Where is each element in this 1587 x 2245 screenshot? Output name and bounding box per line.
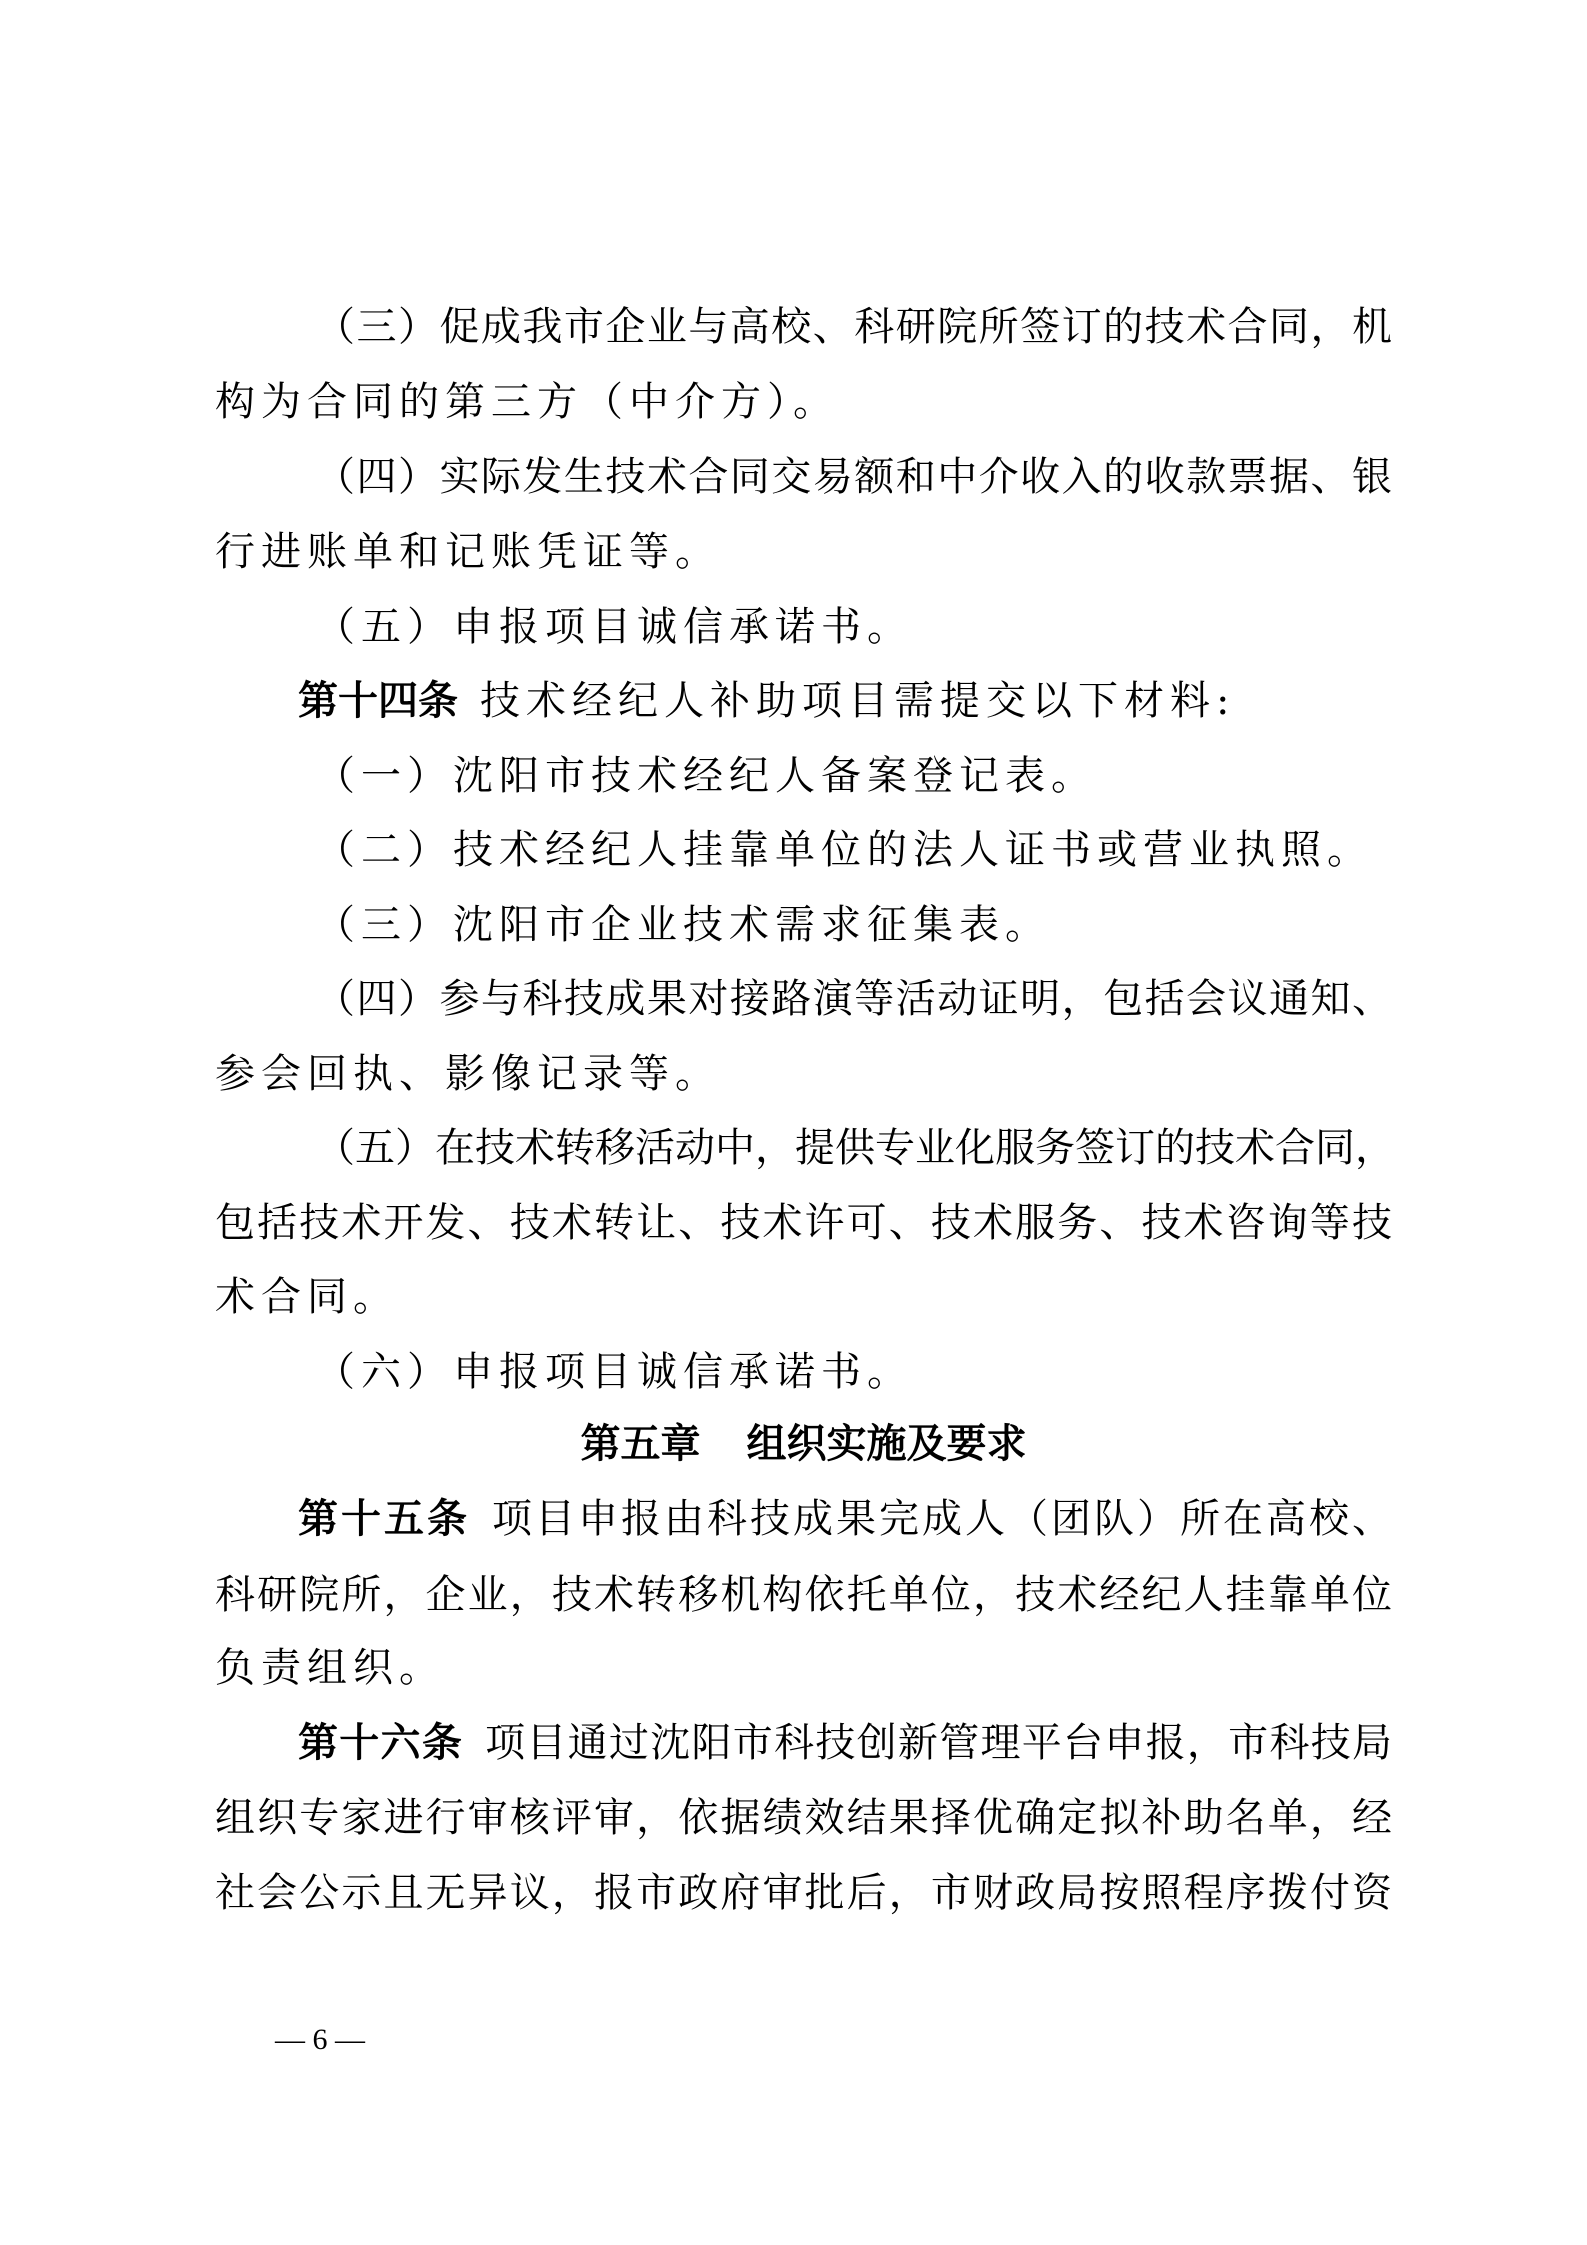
- article-16-line-2: 组织专家进行审核评审，依据绩效结果择优确定拟补助名单，经: [215, 1795, 1392, 1841]
- item-5: （五）申报项目诚信承诺书。: [315, 604, 913, 650]
- item-4-line-1: （四）实际发生技术合同交易额和中介收入的收款票据、银: [315, 454, 1392, 500]
- material-item-3: （三）沈阳市企业技术需求征集表。: [315, 902, 1051, 948]
- material-item-2: （二）技术经纪人挂靠单位的法人证书或营业执照。: [315, 827, 1373, 873]
- article-16-line-1: [215, 1713, 1392, 1773]
- article-15-label: 第十五条: [298, 1496, 470, 1542]
- material-item-4-line-2: 参会回执、影像记录等。: [215, 1051, 721, 1097]
- item-3-line-1: （三）促成我市企业与高校、科研院所签订的技术合同，机: [315, 304, 1392, 350]
- article-14-label: 第十四条: [298, 678, 458, 724]
- article-15-line-3: 负责组织。: [215, 1645, 445, 1691]
- material-item-4-line-1: （四）参与科技成果对接路演等活动证明，包括会议通知、: [315, 976, 1392, 1022]
- article-16-label: 第十六条: [298, 1720, 464, 1766]
- item-4-line-2: 行进账单和记账凭证等。: [215, 529, 721, 575]
- article-16-text: 项目通过沈阳市科技创新管理平台申报，市科技局: [485, 1720, 1393, 1766]
- material-item-5-line-1: （五）在技术转移活动中，提供专业化服务签订的技术合同，: [315, 1125, 1395, 1171]
- article-15-text: 项目申报由科技成果完成人（团队）所在高校、: [492, 1496, 1392, 1542]
- material-item-5-line-3: 术合同。: [215, 1274, 399, 1320]
- material-item-1: （一）沈阳市技术经纪人备案登记表。: [315, 753, 1097, 799]
- chapter-heading: [215, 1414, 1392, 1474]
- article-14-text: 技术经纪人补助项目需提交以下材料:: [480, 678, 1236, 724]
- page-number: — 6 —: [275, 2023, 365, 2056]
- article-15-line-1: [215, 1489, 1392, 1549]
- chapter-title: 组织实施及要求: [746, 1421, 1027, 1467]
- material-item-6: （六）申报项目诚信承诺书。: [315, 1349, 913, 1395]
- article-14: [215, 671, 1392, 731]
- article-16-line-3: 社会公示且无异议，报市政府审批后，市财政局按照程序拨付资: [215, 1870, 1392, 1916]
- item-3-line-2: 构为合同的第三方（中介方）。: [215, 379, 839, 425]
- article-15-line-2: 科研院所，企业，技术转移机构依托单位，技术经纪人挂靠单位: [215, 1572, 1392, 1618]
- chapter-number: 第五章: [580, 1421, 701, 1467]
- material-item-5-line-2: 包括技术开发、技术转让、技术许可、技术服务、技术咨询等技: [215, 1200, 1392, 1246]
